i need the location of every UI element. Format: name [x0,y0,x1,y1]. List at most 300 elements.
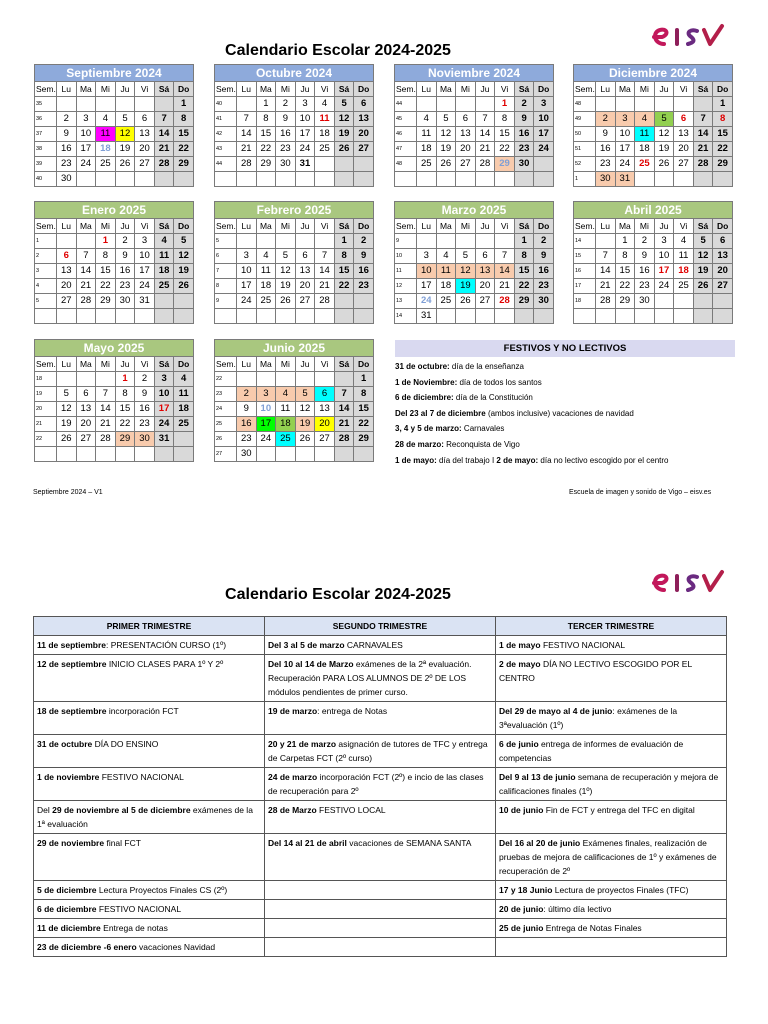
day-cell [596,97,616,112]
week-number: 3 [35,264,57,279]
weekday-header: Ma [256,82,276,97]
week-number: 4 [35,279,57,294]
day-cell: 27 [713,279,733,294]
weekday-header: Vi [674,82,694,97]
festivo-desc: día no lectivo escogido por el centro [538,455,669,465]
week-number-header: Sem. [35,219,57,234]
event-date: Del 9 al 13 de junio [499,772,576,782]
day-cell: 2 [354,234,374,249]
event-date: 20 y 21 de marzo [268,739,337,749]
day-cell: 27 [475,294,495,309]
week-number: 13 [395,294,417,309]
event-date: 2 de mayo [499,659,541,669]
week-number: 36 [35,112,57,127]
day-cell: 1 [115,372,135,387]
day-cell: 8 [115,387,135,402]
day-cell: 4 [96,112,116,127]
trimester-header: SEGUNDO TRIMESTRE [265,617,496,636]
day-cell: 6 [354,97,374,112]
week-number: 35 [35,97,57,112]
weekday-header: Ma [436,82,456,97]
weekday-header: Mi [276,357,296,372]
day-cell [693,172,713,187]
festivo-item [395,375,735,391]
day-cell [115,309,135,324]
event-text: FESTIVO NACIONAL [96,904,182,914]
day-cell: 8 [615,249,635,264]
logo-graphic [650,22,730,54]
day-cell: 5 [276,249,296,264]
schedule-cell [34,834,265,881]
day-cell [256,234,276,249]
festivo-item [395,421,735,437]
day-cell: 9 [57,127,77,142]
weekday-header: Lu [57,82,77,97]
day-cell: 27 [76,432,96,447]
event-date: 24 de marzo [268,772,318,782]
day-cell: 4 [315,97,335,112]
day-cell [456,97,476,112]
week-number-header: Sem. [574,219,596,234]
weekday-header: Ma [76,219,96,234]
day-cell: 2 [534,234,554,249]
day-cell: 5 [295,387,315,402]
weekday-header: Mi [276,82,296,97]
day-cell: 9 [237,402,257,417]
day-cell: 4 [436,249,456,264]
day-cell [76,97,96,112]
day-cell: 7 [96,387,116,402]
festivo-item [395,359,735,375]
day-cell: 27 [674,157,694,172]
day-cell: 11 [436,264,456,279]
day-cell: 13 [354,112,374,127]
weekday-header: Mi [276,219,296,234]
day-cell [674,172,694,187]
day-cell: 29 [174,157,194,172]
day-cell: 25 [315,142,335,157]
day-cell: 16 [57,142,77,157]
week-number-header: Sem. [395,82,417,97]
day-cell: 14 [334,402,354,417]
day-cell: 24 [654,279,674,294]
festivo-date: 1 de Noviembre: [395,377,458,387]
week-number [215,309,237,324]
week-number: 50 [574,127,596,142]
weekday-header: Ma [615,82,635,97]
day-cell: 3 [135,234,155,249]
weekday-header: Ma [615,219,635,234]
week-number: 2 [35,249,57,264]
weekday-header: Sá [334,357,354,372]
day-cell: 22 [495,142,515,157]
day-cell [57,309,77,324]
day-cell: 23 [514,142,534,157]
day-cell: 21 [237,142,257,157]
day-cell: 20 [674,142,694,157]
day-cell [475,97,495,112]
week-number [215,172,237,187]
day-cell: 26 [115,157,135,172]
weekday-header: Ma [436,219,456,234]
event-date: 1 de mayo [499,640,541,650]
day-cell [57,372,77,387]
weekday-header: Lu [417,219,437,234]
day-cell: 31 [295,157,315,172]
day-cell: 23 [635,279,655,294]
schedule-cell [265,636,496,655]
day-cell: 28 [76,294,96,309]
festivo-desc: día de la enseñanza [449,362,524,371]
event-text: : exámenes de la 3ªevaluación (1º) [499,706,678,730]
day-cell: 17 [154,402,174,417]
day-cell [596,234,616,249]
day-cell: 24 [135,279,155,294]
day-cell [417,97,437,112]
festivo-item [395,437,735,453]
day-cell: 24 [76,157,96,172]
day-cell: 9 [514,112,534,127]
schedule-cell [34,919,265,938]
month-calendar [394,64,554,187]
day-cell [295,309,315,324]
event-date: 5 de diciembre [37,885,97,895]
day-cell: 2 [514,97,534,112]
day-cell: 13 [57,264,77,279]
day-cell: 6 [475,249,495,264]
week-number: 26 [215,432,237,447]
day-cell: 13 [76,402,96,417]
day-cell: 11 [635,127,655,142]
day-cell [276,372,296,387]
day-cell: 29 [256,157,276,172]
schedule-cell [265,919,496,938]
table-row [34,768,727,801]
day-cell: 11 [276,402,296,417]
day-cell: 8 [334,249,354,264]
schedule-cell [265,834,496,881]
month-calendar [214,64,374,187]
schedule-cell [496,881,727,900]
week-number: 9 [215,294,237,309]
day-cell: 21 [693,142,713,157]
day-cell [475,309,495,324]
day-cell: 14 [96,402,116,417]
day-cell: 18 [276,417,296,432]
day-cell [693,97,713,112]
logo-graphic-2 [650,568,730,600]
day-cell: 1 [256,97,276,112]
day-cell [76,172,96,187]
day-cell [674,294,694,309]
schedule-cell [34,636,265,655]
week-number: 43 [215,142,237,157]
day-cell: 18 [315,127,335,142]
day-cell: 30 [534,294,554,309]
schedule-cell [265,702,496,735]
day-cell [76,447,96,462]
day-cell: 5 [456,249,476,264]
day-cell: 20 [315,417,335,432]
day-cell: 27 [456,157,476,172]
schedule-cell [496,900,727,919]
day-cell [154,172,174,187]
festivos-panel [395,340,735,468]
day-cell: 10 [534,112,554,127]
day-cell [57,234,77,249]
day-cell [315,157,335,172]
week-number: 11 [395,264,417,279]
weekday-header: Ma [76,357,96,372]
day-cell [456,234,476,249]
day-cell: 28 [693,157,713,172]
weekday-header: Lu [596,82,616,97]
day-cell [315,234,335,249]
day-cell: 14 [693,127,713,142]
day-cell: 26 [295,432,315,447]
day-cell: 12 [57,402,77,417]
weekday-header: Ma [256,357,276,372]
day-cell [713,172,733,187]
schedule-cell [496,636,727,655]
event-date: Del 16 al 20 de junio [499,838,581,848]
day-cell: 25 [276,432,296,447]
event-text: : PRESENTACIÓN CURSO (1º) [105,640,227,650]
event-text: DÍA NO LECTIVO ESCOGIDO POR EL CENTRO [499,659,692,683]
week-number-header: Sem. [215,357,237,372]
day-cell [436,309,456,324]
weekday-header: Sá [154,219,174,234]
day-cell: 29 [514,294,534,309]
day-cell [674,309,694,324]
day-cell: 26 [436,157,456,172]
festivo-date: 31 de octubre: [395,362,450,371]
day-cell: 24 [615,157,635,172]
day-cell: 10 [135,249,155,264]
day-cell: 20 [475,279,495,294]
day-cell: 28 [237,157,257,172]
day-cell: 21 [154,142,174,157]
day-cell: 16 [115,264,135,279]
day-cell: 9 [534,249,554,264]
weekday-header: Vi [315,82,335,97]
day-cell: 2 [57,112,77,127]
day-cell: 23 [596,157,616,172]
day-cell [256,447,276,462]
month-calendar [394,201,554,324]
week-number: 18 [35,372,57,387]
month-calendar [34,64,194,187]
festivo-date: 1 de mayo: [395,455,437,465]
event-date: Del 3 al 5 de marzo [268,640,345,650]
day-cell: 15 [713,127,733,142]
day-cell: 10 [76,127,96,142]
day-cell: 7 [495,249,515,264]
day-cell: 11 [174,387,194,402]
event-date: 1 de noviembre [37,772,100,782]
day-cell: 25 [174,417,194,432]
event-text: exámenes de la 2ª evaluación. Recuperación PARA LOS ALUMNOS DE 2º DE LOS módulos pendientes de primer curso. [268,659,472,697]
week-number: 38 [35,142,57,157]
event-date: Del 14 al 21 de abril [268,838,347,848]
day-cell [354,157,374,172]
weekday-header: Do [354,219,374,234]
day-cell: 19 [456,279,476,294]
event-text: : último día lectivo [543,904,612,914]
day-cell: 1 [495,97,515,112]
day-cell: 15 [615,264,635,279]
month-calendar [34,201,194,324]
day-cell [417,172,437,187]
day-cell: 21 [96,417,116,432]
day-cell [514,309,534,324]
day-cell [96,97,116,112]
weekday-header: Vi [315,219,335,234]
festivo-item [395,453,735,469]
day-cell [495,172,515,187]
table-row [34,938,727,957]
day-cell: 10 [154,387,174,402]
month-calendar [573,64,733,187]
day-cell: 15 [115,402,135,417]
day-cell: 1 [174,97,194,112]
event-date: 12 de septiembre [37,659,107,669]
day-cell [654,309,674,324]
day-cell: 22 [713,142,733,157]
day-cell: 30 [57,172,77,187]
day-cell: 16 [276,127,296,142]
day-cell: 5 [334,97,354,112]
week-number-header: Sem. [395,219,417,234]
weekday-header: Do [174,82,194,97]
week-number: 16 [574,264,596,279]
day-cell: 13 [674,127,694,142]
day-cell: 18 [436,279,456,294]
day-cell: 5 [693,234,713,249]
day-cell [417,234,437,249]
day-cell [334,372,354,387]
day-cell: 20 [295,279,315,294]
event-text: incorporación FCT [106,706,179,716]
schedule-cell [34,655,265,702]
schedule-cell [496,655,727,702]
day-cell [475,172,495,187]
week-number: 27 [215,447,237,462]
day-cell: 21 [76,279,96,294]
day-cell: 6 [295,249,315,264]
day-cell [354,309,374,324]
week-number [35,309,57,324]
week-number: 23 [215,387,237,402]
day-cell: 23 [237,432,257,447]
day-cell: 30 [596,172,616,187]
day-cell: 15 [354,402,374,417]
day-cell: 26 [276,294,296,309]
schedule-cell [265,900,496,919]
week-number: 44 [215,157,237,172]
day-cell: 23 [115,279,135,294]
day-cell [76,309,96,324]
day-cell: 18 [154,264,174,279]
weekday-header: Ju [654,219,674,234]
day-cell: 3 [76,112,96,127]
day-cell: 7 [693,112,713,127]
month-name: Mayo 2025 [34,339,194,356]
table-row [34,655,727,702]
month-name: Marzo 2025 [394,201,554,218]
day-cell: 22 [96,279,116,294]
day-cell: 17 [534,127,554,142]
day-cell: 8 [713,112,733,127]
day-cell: 8 [495,112,515,127]
weekday-header: Mi [96,357,116,372]
day-cell [115,97,135,112]
event-text: Lectura Proyectos Finales CS (2º) [96,885,228,895]
day-cell: 16 [237,417,257,432]
day-cell: 12 [436,127,456,142]
day-cell: 4 [174,372,194,387]
weekday-header: Do [713,82,733,97]
day-cell: 6 [674,112,694,127]
weekday-header: Ju [115,82,135,97]
day-cell [174,447,194,462]
event-text: incorporación FCT (2º) e incio de las clases de recuperación para 2º [268,772,484,796]
weekday-header: Ju [115,219,135,234]
day-cell: 10 [654,249,674,264]
weekday-header: Lu [596,219,616,234]
day-cell: 11 [674,249,694,264]
day-cell [76,372,96,387]
day-cell: 19 [115,142,135,157]
weekday-header: Mi [456,82,476,97]
day-cell: 4 [674,234,694,249]
day-cell [237,234,257,249]
day-cell: 23 [534,279,554,294]
weekday-header: Ju [295,357,315,372]
day-cell: 9 [596,127,616,142]
day-cell [237,372,257,387]
weekday-header: Vi [495,219,515,234]
event-text: Fin de FCT y entrega del TFC en digital [543,805,695,815]
day-cell: 14 [154,127,174,142]
day-cell [237,172,257,187]
day-cell: 13 [456,127,476,142]
week-number: 8 [215,279,237,294]
day-cell: 29 [354,432,374,447]
week-number: 10 [395,249,417,264]
day-cell: 4 [256,249,276,264]
day-cell [174,432,194,447]
day-cell: 8 [354,387,374,402]
festivo-date: 6 de diciembre: [395,393,454,403]
event-date: 11 de septiembre [37,640,106,650]
day-cell [174,309,194,324]
day-cell: 31 [154,432,174,447]
day-cell [135,447,155,462]
weekday-header: Do [534,219,554,234]
event-text: exámenes de la 1ª evaluación [37,805,253,829]
day-cell [295,172,315,187]
day-cell: 12 [693,249,713,264]
day-cell: 20 [76,417,96,432]
day-cell: 7 [76,249,96,264]
day-cell: 9 [115,249,135,264]
day-cell: 20 [456,142,476,157]
day-cell [256,372,276,387]
day-cell: 12 [295,402,315,417]
weekday-header: Lu [237,219,257,234]
table-row [34,881,727,900]
